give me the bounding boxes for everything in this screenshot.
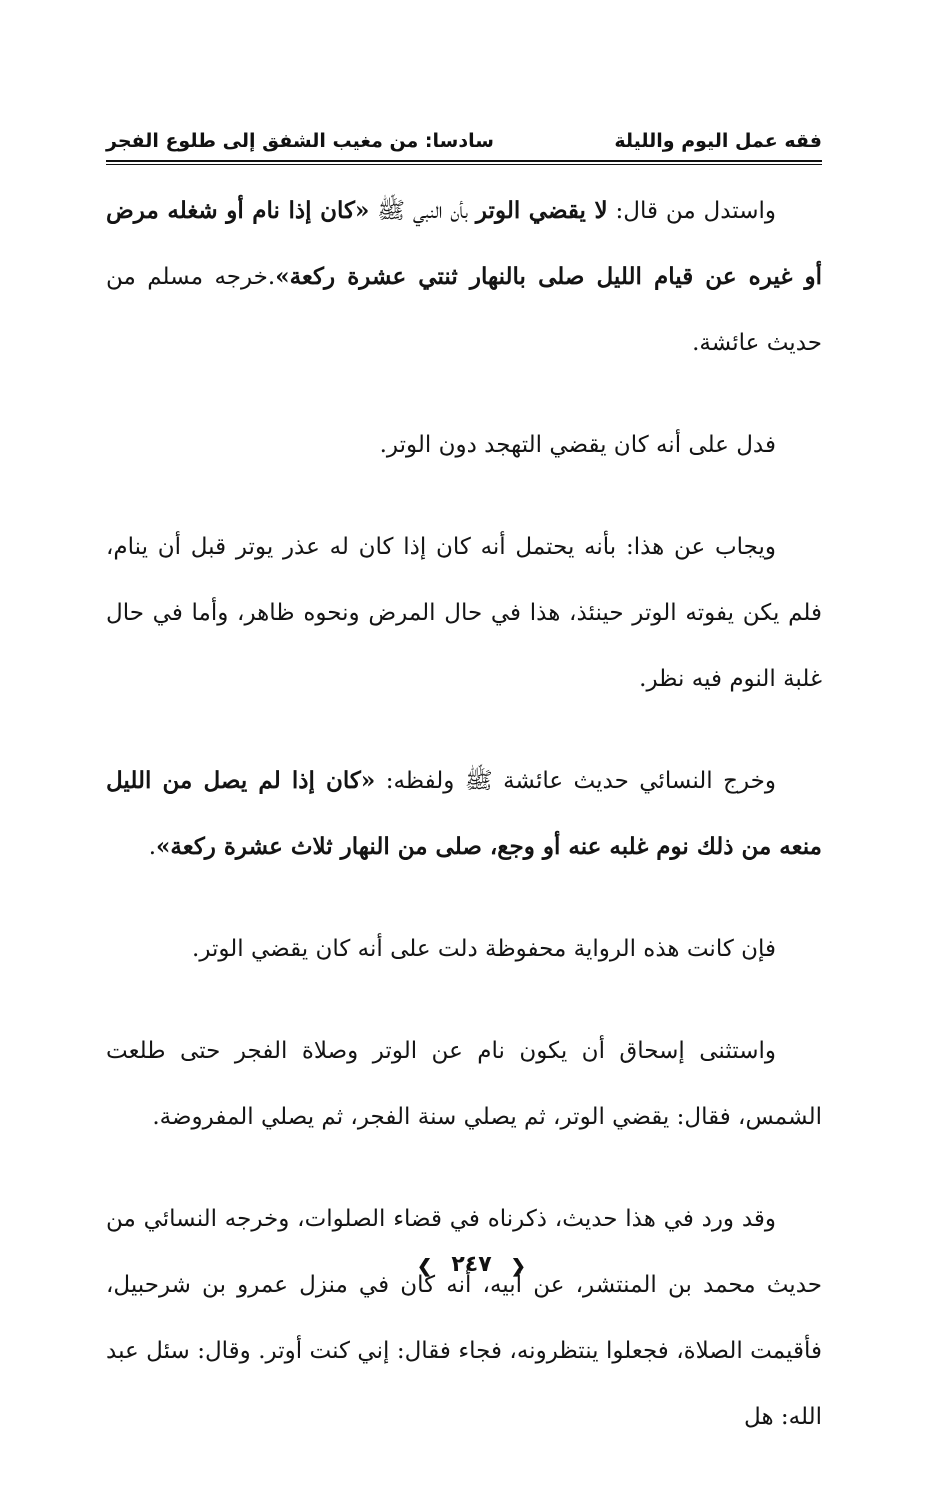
book-title: فقه عمل اليوم والليلة bbox=[614, 130, 822, 152]
paragraph-2: فدل على أنه كان يقضي التهجد دون الوتر. bbox=[379, 432, 776, 458]
paragraph-1 bbox=[106, 178, 822, 376]
paragraph-1-mid: بأن النبي ﷺ bbox=[369, 198, 476, 224]
header-rule-thin bbox=[106, 164, 822, 165]
paragraph-1-pre: واستدل من قال: bbox=[607, 198, 776, 224]
header-rule bbox=[106, 160, 822, 162]
paragraph-4-pre: وخرج النسائي حديث عائشة ﷺ ولفظه: bbox=[375, 768, 777, 794]
paragraph-6: واستثنى إسحاق أن يكون نام عن الوتر وصلاة الفجر حتى طلعت الشمس، فقال: يقضي الوتر، ثم يصلي سنة الفجر، ثم يصلي المفروضة. bbox=[106, 1038, 822, 1130]
page-body bbox=[106, 178, 822, 1486]
page-number: ٢٤٧ bbox=[451, 1252, 492, 1277]
running-header bbox=[106, 128, 822, 160]
paragraph-1-post: .خرجه مسلم من حديث عائشة. bbox=[106, 264, 822, 356]
ornament-right-icon: ❯ bbox=[417, 1256, 433, 1277]
paragraph-1-hadith-quote: «كان إذا نام أو شغله مرض أو غيره عن قيام الليل صلى بالنهار ثنتي عشرة ركعة» bbox=[106, 197, 822, 290]
ornament-left-icon: ❮ bbox=[510, 1256, 526, 1277]
paragraph-1-bold-claim: لا يقضي الوتر bbox=[475, 197, 608, 224]
paragraph-5: فإن كانت هذه الرواية محفوظة دلت على أنه كان يقضي الوتر. bbox=[192, 936, 776, 962]
paragraph-3: ويجاب عن هذا: بأنه يحتمل أنه كان إذا كان له عذر يوتر قبل أن ينام، فلم يكن يفوته الوتر حينئذ، هذا في حال المرض ونحوه ظاهر، وأما في حال غلبة النوم فيه نظر. bbox=[106, 534, 822, 692]
paragraph-4-hadith-quote: «كان إذا لم يصل من الليل منعه من ذلك نوم غلبه عنه أو وجع، صلى من النهار ثلاث عشرة ركعة» bbox=[106, 767, 822, 860]
page-footer bbox=[0, 1252, 943, 1277]
paragraph-7: وقد ورد في هذا حديث، ذكرناه في قضاء الصلوات، وخرجه النسائي من حديث محمد بن المنتشر، عن أبيه، أنه كان في منزل عمرو بن شرحبيل، فأقيمت الصلاة، فجعلوا ينتظرونه، فجاء فقال: إني كنت أوتر. وقال: سئل عبد الله: هل bbox=[106, 1206, 822, 1430]
paragraph-4 bbox=[106, 748, 822, 880]
section-title: سادسا: من مغيب الشفق إلى طلوع الفجر bbox=[106, 130, 494, 152]
paragraph-4-post: . bbox=[148, 834, 157, 860]
